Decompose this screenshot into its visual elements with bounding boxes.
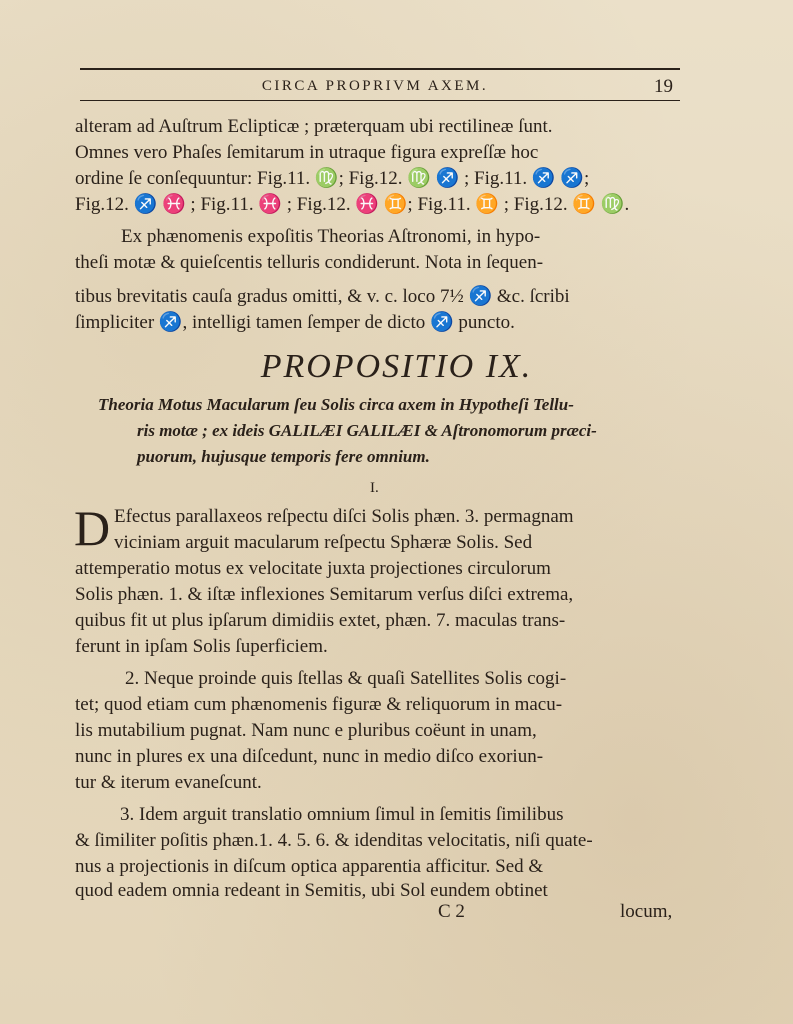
text-line: tibus brevitatis cauſa gradus omitti, & v. c. loco 7½ ♐ &c. ſcribi [75, 286, 570, 307]
text-line: & ſimiliter poſitis phæn.1. 4. 5. 6. & idenditas velocitatis, niſi quate- [75, 830, 593, 851]
proposition-subtitle-line: Theoria Motus Macularum ſeu Solis circa axem in Hypotheſi Tellu- [98, 395, 574, 414]
text-line: nunc in plures ex una diſcedunt, nunc in medio diſco exoriun- [75, 746, 544, 767]
text-line: quibus fit ut plus ipſarum dimidiis extet, phæn. 7. maculas trans- [75, 610, 566, 631]
text-line: alteram ad Auſtrum Eclipticæ ; præterquam ubi rectilineæ ſunt. [75, 116, 553, 137]
proposition-title: PROPOSITIO IX. [260, 348, 533, 385]
header-rule [80, 100, 680, 101]
text-line: lis mutabilium pugnat. Nam nunc e pluribus coëunt in unam, [75, 720, 537, 741]
proposition-subtitle-line: puorum, hujusque temporis fere omnium. [137, 447, 430, 466]
text-line: Ex phænomenis expoſitis Theorias Aſtronomi, in hypo- [121, 226, 541, 247]
text-line: tur & iterum evaneſcunt. [75, 772, 262, 793]
text-line: Fig.12. ♐ ♓ ; Fig.11. ♓ ; Fig.12. ♓ ♊; Fig.11. ♊ ; Fig.12. ♊ ♍. [75, 194, 630, 215]
text-line: Efectus parallaxeos reſpectu diſci Solis phæn. 3. permagnam [114, 506, 574, 527]
catchword: locum, [620, 901, 673, 922]
section-number: I. [370, 480, 379, 496]
text-line: 2. Neque proinde quis ſtellas & quaſi Satellites Solis cogi- [125, 668, 567, 689]
text-line: viciniam arguit macularum reſpectu Sphæræ Solis. Sed [114, 532, 533, 553]
top-rule [80, 68, 680, 70]
proposition-subtitle-line: ris motæ ; ex ideis GALILÆI GALILÆI & Aſtronomorum præci- [137, 421, 597, 440]
page-number: 19 [654, 76, 673, 97]
text-line: nus a projectionis in diſcum optica apparentia afficitur. Sed & [75, 856, 544, 877]
text-line: theſi motæ & quieſcentis telluris condiderunt. Nota in ſequen- [75, 252, 544, 273]
text-line: ſimpliciter ♐, intelligi tamen ſemper de dicto ♐ puncto. [75, 312, 515, 333]
running-header: CIRCA PROPRIVM AXEM. [261, 78, 489, 94]
text-line: ordine ſe conſequuntur: Fig.11. ♍; Fig.12. ♍ ♐ ; Fig.11. ♐ ♐; [75, 168, 590, 189]
drop-cap: D [74, 500, 111, 556]
text-line: attemperatio motus ex velocitate juxta projectiones circulorum [75, 558, 551, 579]
text-line: tet; quod etiam cum phænomenis figuræ & reliquorum in macu- [75, 694, 563, 715]
text-line: Solis phæn. 1. & iſtæ inflexiones Semitarum verſus diſci extrema, [75, 584, 574, 605]
text-line: Omnes vero Phaſes ſemitarum in utraque figura expreſſæ hoc [75, 142, 539, 163]
signature-mark: C 2 [438, 901, 465, 922]
text-line: ferunt in ipſam Solis ſuperficiem. [75, 636, 328, 657]
text-line: quod eadem omnia redeant in Semitis, ubi Sol eundem obtinet [75, 880, 548, 901]
text-line: 3. Idem arguit translatio omnium ſimul in ſemitis ſimilibus [120, 804, 564, 825]
